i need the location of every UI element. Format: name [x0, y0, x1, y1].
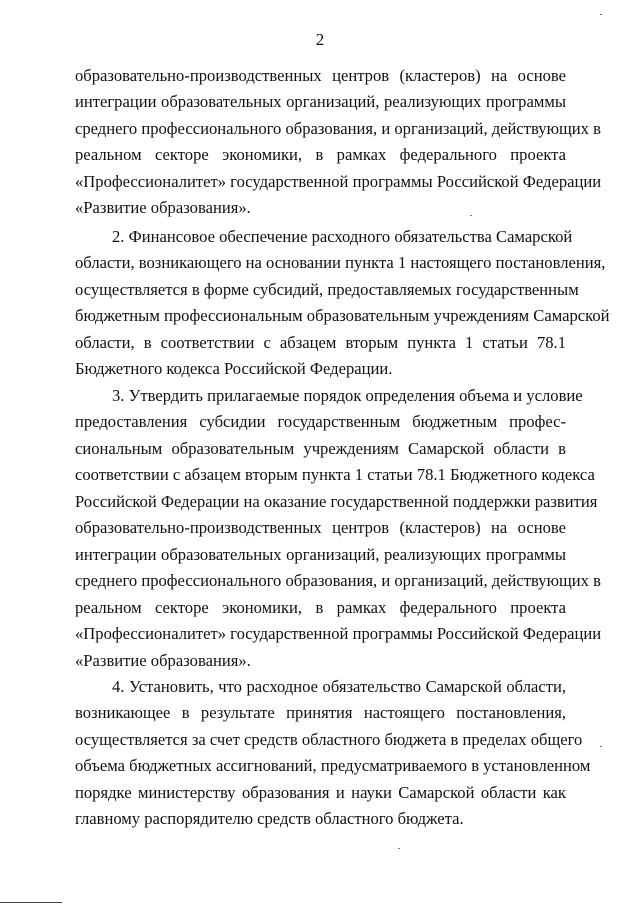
page-number: 2 [315, 30, 325, 49]
paragraph-3-line: Российской Федерации на оказание государственной поддержки развития [75, 491, 598, 511]
paragraph-1-line: образовательно-производственных центров (кластеров) на основе [75, 66, 566, 85]
scan-speck [600, 746, 602, 747]
paragraph-2-line: осуществляется в форме субсидий, предоставляемых государственным [75, 279, 579, 299]
paragraph-4-line: 4. Установить, что расходное обязательство Самарской области, [112, 677, 566, 696]
paragraph-1-line: «Развитие образования». [75, 198, 251, 218]
paragraph-4-line: главному распорядителю средств областного бюджета. [75, 809, 464, 829]
paragraph-3-line: сиональным образовательным учреждениям Самарской области в [75, 438, 566, 458]
paragraph-3-line: реальном секторе экономики, в рамках федерального проекта [75, 597, 566, 617]
paragraph-4-line: объема бюджетных ассигнований, предусматриваемого в установленном [75, 756, 591, 776]
paragraph-3-line: среднего профессионального образования, и организаций, действующих в [75, 571, 601, 591]
paragraph-1-line: среднего профессионального образования, и организаций, действующих в [75, 118, 601, 138]
paragraph-4-line: осуществляется за счет средств областного бюджета в пределах общего [75, 729, 583, 749]
paragraph-2-line: Бюджетного кодекса Российской Федерации. [75, 359, 393, 379]
paragraph-3-line: «Профессионалитет» государственной программы Российской Федерации [75, 624, 602, 644]
paragraph-2-line: 2. Финансовое обеспечение расходного обязательства Самарской [112, 227, 573, 246]
paragraph-4-line: порядке министерству образования и науки Самарской области как [75, 782, 566, 802]
paragraph-1-line: интеграции образовательных организаций, реализующих программы [75, 92, 566, 112]
scan-speck [470, 215, 472, 216]
paragraph-3-line: 3. Утвердить прилагаемые порядок определения объема и условие [112, 386, 583, 405]
paragraph-3-line: «Развитие образования». [75, 650, 251, 670]
paragraph-2-line: бюджетным профессиональным образовательным учреждениям Самарской [75, 306, 610, 326]
scan-speck [398, 848, 400, 849]
paragraph-2-line: области, возникающего на основании пункта 1 настоящего постановления, [75, 253, 606, 273]
paragraph-1-line: реальном секторе экономики, в рамках федерального проекта [75, 145, 566, 165]
paragraph-3-line: предоставления субсидии государственным бюджетным профес- [75, 412, 566, 432]
paragraph-3-line: интеграции образовательных организаций, реализующих программы [75, 544, 566, 564]
paragraph-4-line: возникающее в результате принятия настоящего постановления, [75, 703, 566, 723]
paragraph-3-line: соответствии с абзацем вторым пункта 1 статьи 78.1 Бюджетного кодекса [75, 465, 595, 485]
paragraph-1-line: «Профессионалитет» государственной программы Российской Федерации [75, 171, 602, 191]
paragraph-2-line: области, в соответствии с абзацем вторым пункта 1 статьи 78.1 [75, 332, 566, 352]
paragraph-3-line: образовательно-производственных центров (кластеров) на основе [75, 518, 566, 538]
scan-speck [600, 14, 602, 15]
scan-edge-line [0, 902, 62, 903]
